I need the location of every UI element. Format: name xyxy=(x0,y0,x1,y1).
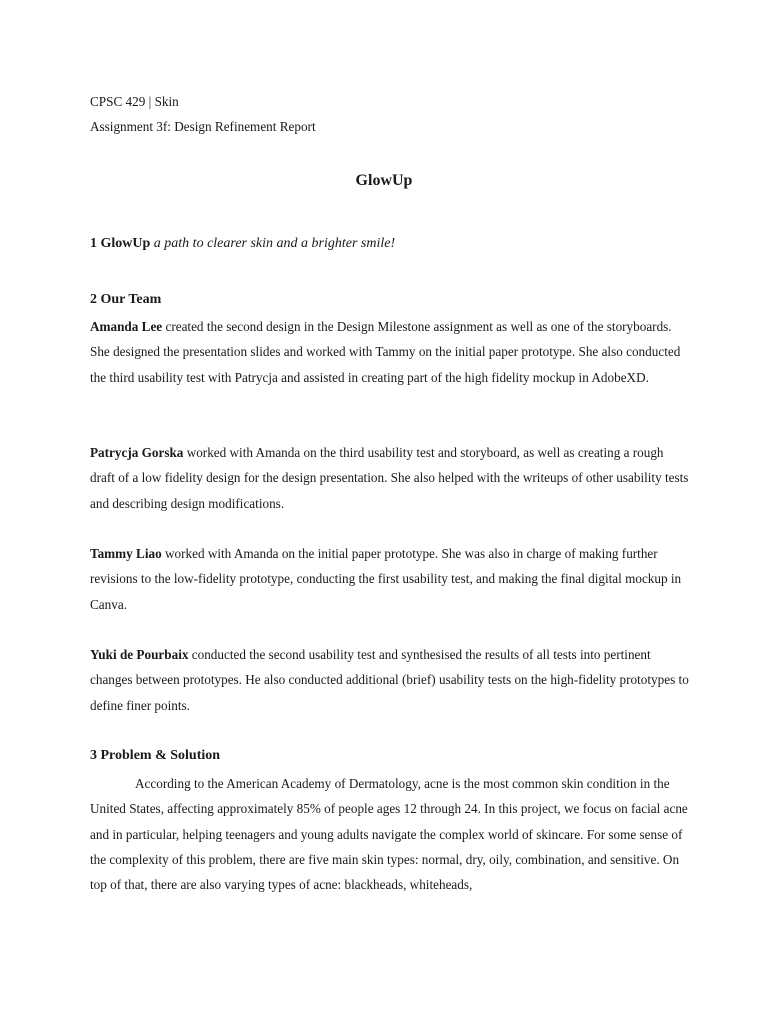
member-description: worked with Amanda on the third usability test and storyboard, as well as creating a rough draft of a low fidelity design for the design presentation. She also helped with the writeups of other usability tests and describing design modifications. xyxy=(90,445,689,511)
member-paragraph-patrycja xyxy=(90,440,690,516)
section-1-title: 1 GlowUp xyxy=(90,236,151,251)
document-title: GlowUp xyxy=(355,172,413,189)
problem-body: According to the American Academy of Dermatology, acne is the most common skin condition in the United States, affecting approximately 85% of people ages 12 through 24. In this project, we focus on facial acne and in particular, helping teenagers and young adults navigate the complex world of skincare. For some sense of the complexity of this problem, there are five main skin types: normal, dry, oily, combination, and sensitive. On top of that, there are also varying types of acne: blackheads, whiteheads, xyxy=(90,776,688,893)
member-paragraph-yuki xyxy=(90,642,690,718)
member-name: Patrycja Gorska xyxy=(90,445,184,460)
member-paragraph-tammy xyxy=(90,541,690,617)
assignment-line: Assignment 3f: Design Refinement Report xyxy=(90,119,316,134)
member-paragraph-amanda xyxy=(90,314,690,390)
section-3-heading: 3 Problem & Solution xyxy=(90,748,221,763)
member-description: conducted the second usability test and synthesised the results of all tests into pertinent changes between prototypes. He also conducted additional (brief) usability tests on the high-fidelity prototypes to define finer points. xyxy=(90,647,689,713)
member-description: created the second design in the Design Milestone assignment as well as one of the storyboards. She designed the presentation slides and worked with Tammy on the initial paper prototype. She also conducted the third usability test with Patrycja and assisted in creating part of the high fidelity mockup in AdobeXD. xyxy=(90,319,681,385)
section-2-heading: 2 Our Team xyxy=(90,292,162,307)
problem-paragraph xyxy=(90,771,690,897)
section-1-heading xyxy=(90,236,395,252)
course-line: CPSC 429 | Skin xyxy=(90,94,179,109)
member-description: worked with Amanda on the initial paper prototype. She was also in charge of making further revisions to the low-fidelity prototype, conducting the first usability test, and making the final digital mockup in Canva. xyxy=(90,546,682,612)
member-name: Tammy Liao xyxy=(90,546,162,561)
member-name: Amanda Lee xyxy=(90,319,163,334)
section-1-tagline: a path to clearer skin and a brighter smile! xyxy=(153,236,396,251)
member-name: Yuki de Pourbaix xyxy=(90,647,189,662)
